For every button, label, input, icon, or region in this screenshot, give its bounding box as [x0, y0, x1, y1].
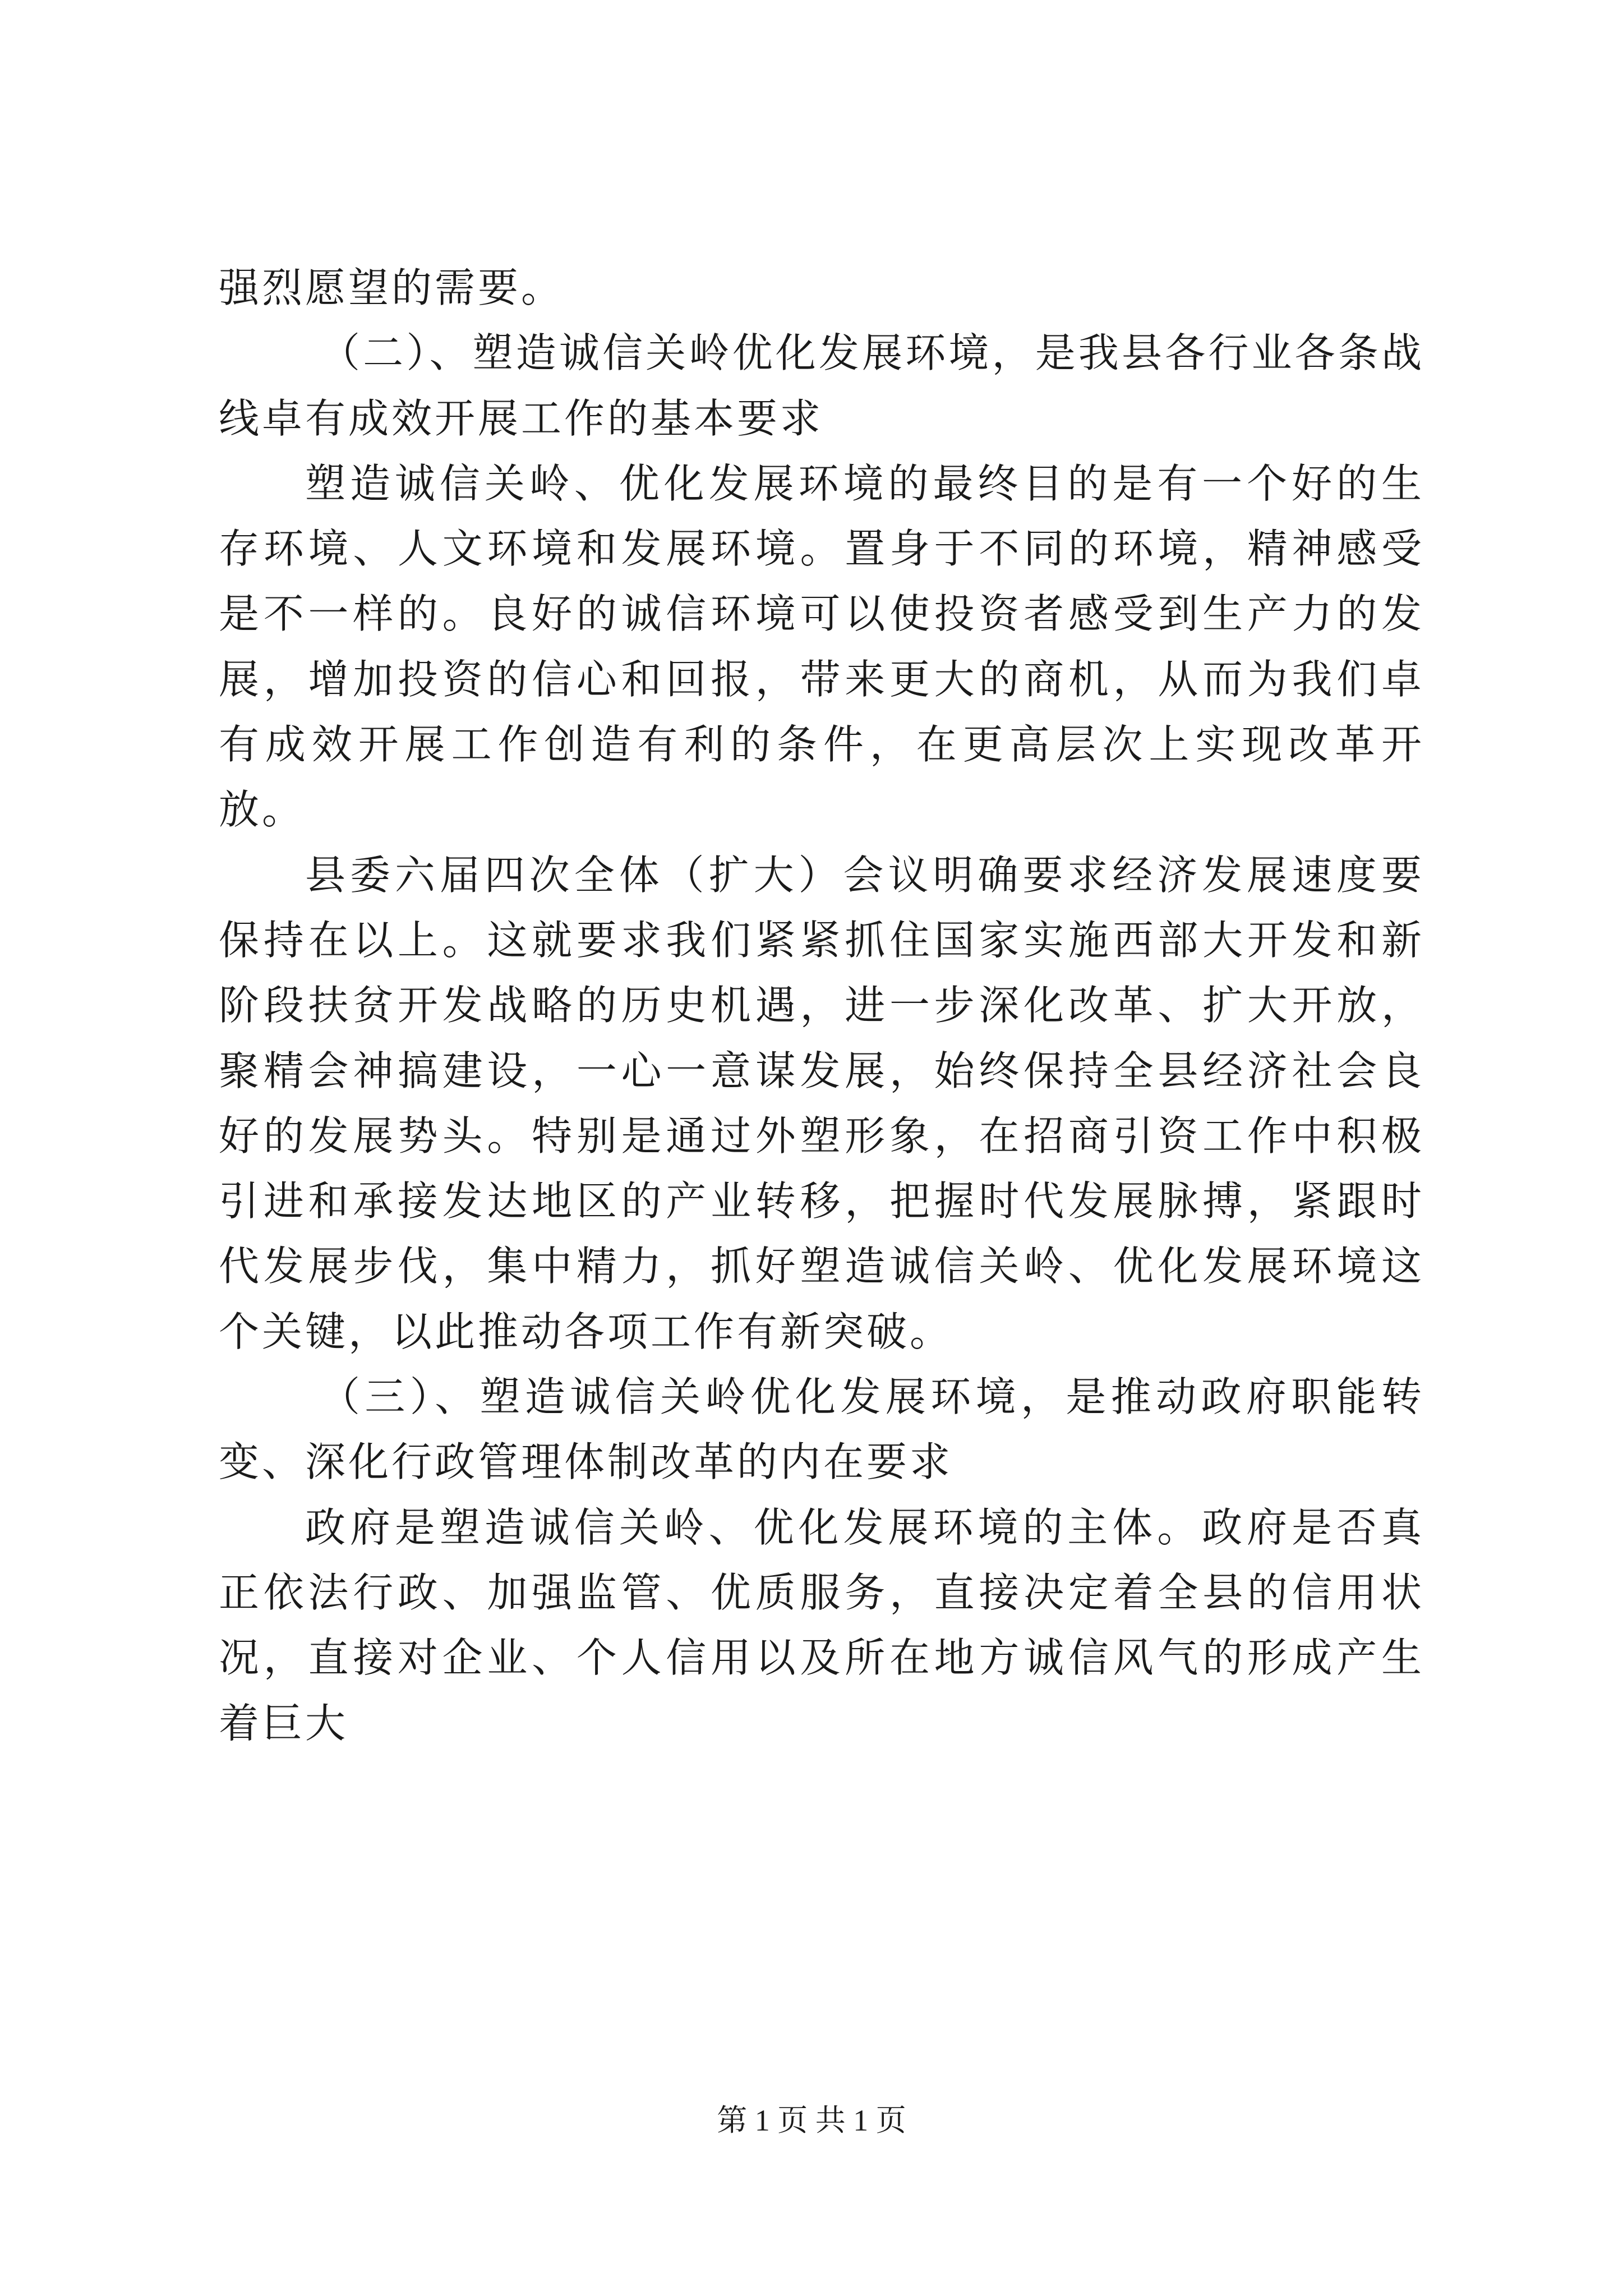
paragraph-county-meeting: 县委六届四次全体（扩大）会议明确要求经济发展速度要保持在以上。这就要求我们紧紧抓住国家实施西部大开发和新阶段扶贫开发战略的历史机遇，进一步深化改革、扩大开放，聚精会神搞建设，一心一意谋发展，始终保持全县经济社会良好的发展势头。特别是通过外塑形象，在招商引资工作中积极引进和承接发达地区的产业转移，把握时代发展脉搏，紧跟时代发展步伐，集中精力，抓好塑造诚信关岭、优化发展环境这个关键，以此推动各项工作有新突破。 — [219, 851, 1424, 1355]
document-body — [219, 255, 1424, 1756]
section-heading-2: （二）、塑造诚信关岭优化发展环境，是我县各行业各条战线卓有成效开展工作的基本要求 — [219, 329, 1424, 442]
paragraph-government-role: 政府是塑造诚信关岭、优化发展环境的主体。政府是否真正依法行政、加强监管、优质服务，直接决定着全县的信用状况，直接对企业、个人信用以及所在地方诚信风气的形成产生着巨大 — [219, 1503, 1424, 1747]
page-footer: 第 1 页 共 1 页 — [717, 2104, 906, 2137]
paragraph-environment-goal: 塑造诚信关岭、优化发展环境的最终目的是有一个好的生存环境、人文环境和发展环境。置身于不同的环境，精神感受是不一样的。良好的诚信环境可以使投资者感受到生产力的发展，增加投资的信心和回报，带来更大的商机，从而为我们卓有成效开展工作创造有利的条件，在更高层次上实现改革开放。 — [219, 459, 1424, 834]
paragraph-continuation: 强烈愿望的需要。 — [219, 264, 565, 311]
section-heading-3: （三）、塑造诚信关岭优化发展环境，是推动政府职能转变、深化行政管理体制改革的内在要求 — [219, 1373, 1424, 1486]
